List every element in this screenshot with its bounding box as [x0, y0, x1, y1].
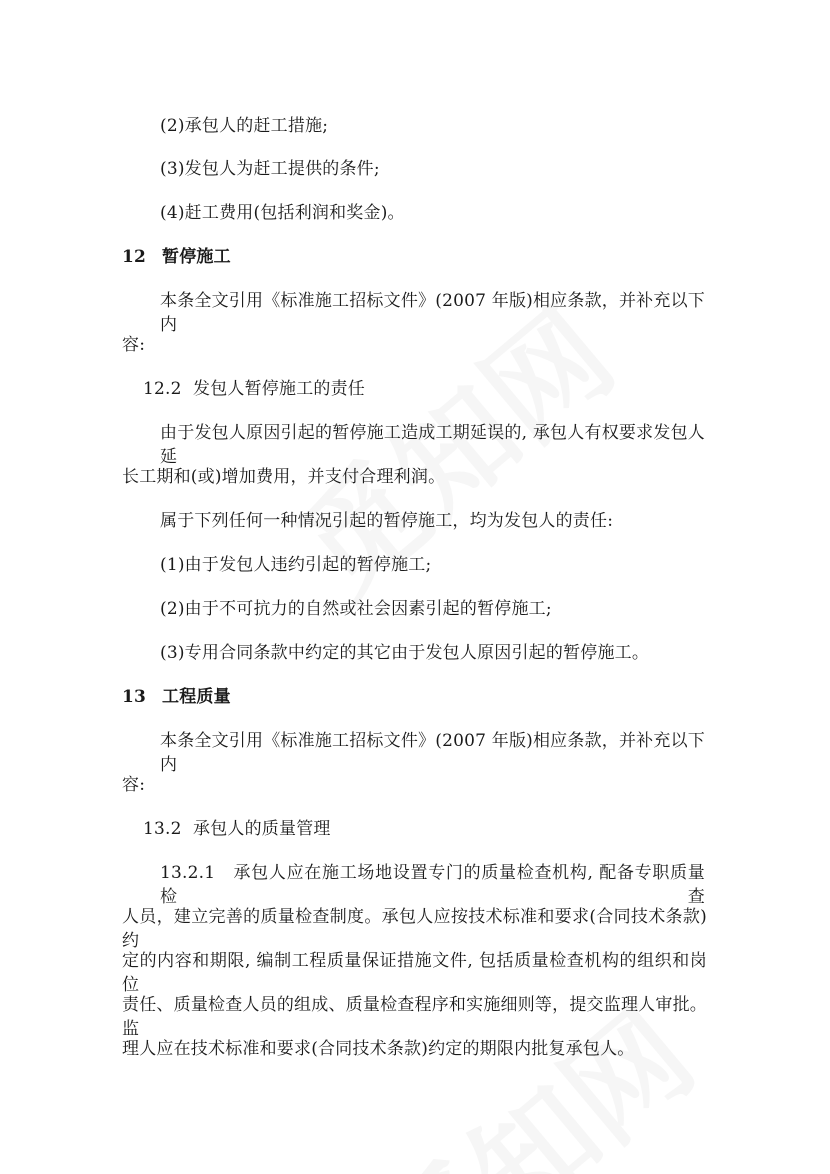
paragraph-line: (4)赶工费用(包括利润和奖金)。	[160, 203, 405, 223]
paragraph-line: 长工期和(或)增加费用，并支付合理利润。	[122, 467, 446, 487]
paragraph-line: 责任、质量检查人员的组成、质量检查程序和实施细则等，提交监理人审批。监	[122, 995, 707, 1039]
paragraph-line: (2)承包人的赶工措施;	[160, 116, 329, 136]
subsection-title: 承包人的质量管理	[193, 819, 331, 839]
subsection-heading-12-2	[143, 377, 365, 401]
paragraph-line: (3)专用合同条款中约定的其它由于发包人原因引起的暂停施工。	[160, 643, 650, 663]
section-title: 暂停施工	[162, 247, 231, 267]
section-number: 13	[122, 687, 147, 707]
paragraph-line: 理人应在技术标准和要求(合同技术条款)约定的期限内批复承包人。	[122, 1039, 635, 1059]
paragraph-line: (3)发包人为赶工提供的条件;	[160, 159, 380, 179]
paragraph-line: 由于发包人原因引起的暂停施工造成工期延误的, 承包人有权要求发包人延	[160, 423, 705, 467]
section-heading-13	[122, 685, 231, 709]
section-title: 工程质量	[162, 687, 231, 707]
paragraph-line: 属于下列任何一种情况引起的暂停施工，均为发包人的责任:	[160, 511, 614, 531]
paragraph-line: (2)由于不可抗力的自然或社会因素引起的暂停施工;	[160, 599, 552, 619]
subsection-heading-13-2	[143, 817, 331, 841]
paragraph-line: 本条全文引用《标准施工招标文件》(2007 年版)相应条款，并补充以下内	[160, 731, 705, 775]
paragraph-line: 人员，建立完善的质量检查制度。承包人应按技术标准和要求(合同技术条款)约	[122, 907, 707, 951]
section-number: 12	[122, 247, 147, 267]
paragraph-line: (1)由于发包人违约引起的暂停施工;	[160, 555, 432, 575]
subsection-number: 12.2	[143, 379, 182, 399]
paragraph-line: 13.2.1 承包人应在施工场地设置专门的质量检查机构, 配备专职质量检查	[160, 863, 705, 907]
paragraph-line: 容:	[122, 335, 146, 355]
paragraph-line: 定的内容和期限, 编制工程质量保证措施文件, 包括质量检查机构的组织和岗位	[122, 951, 707, 995]
paragraph-line: 容:	[122, 775, 146, 795]
subsection-title: 发包人暂停施工的责任	[193, 379, 365, 399]
paragraph-line: 本条全文引用《标准施工招标文件》(2007 年版)相应条款，并补充以下内	[160, 291, 705, 335]
section-heading-12	[122, 245, 231, 269]
subsection-number: 13.2	[143, 819, 182, 839]
